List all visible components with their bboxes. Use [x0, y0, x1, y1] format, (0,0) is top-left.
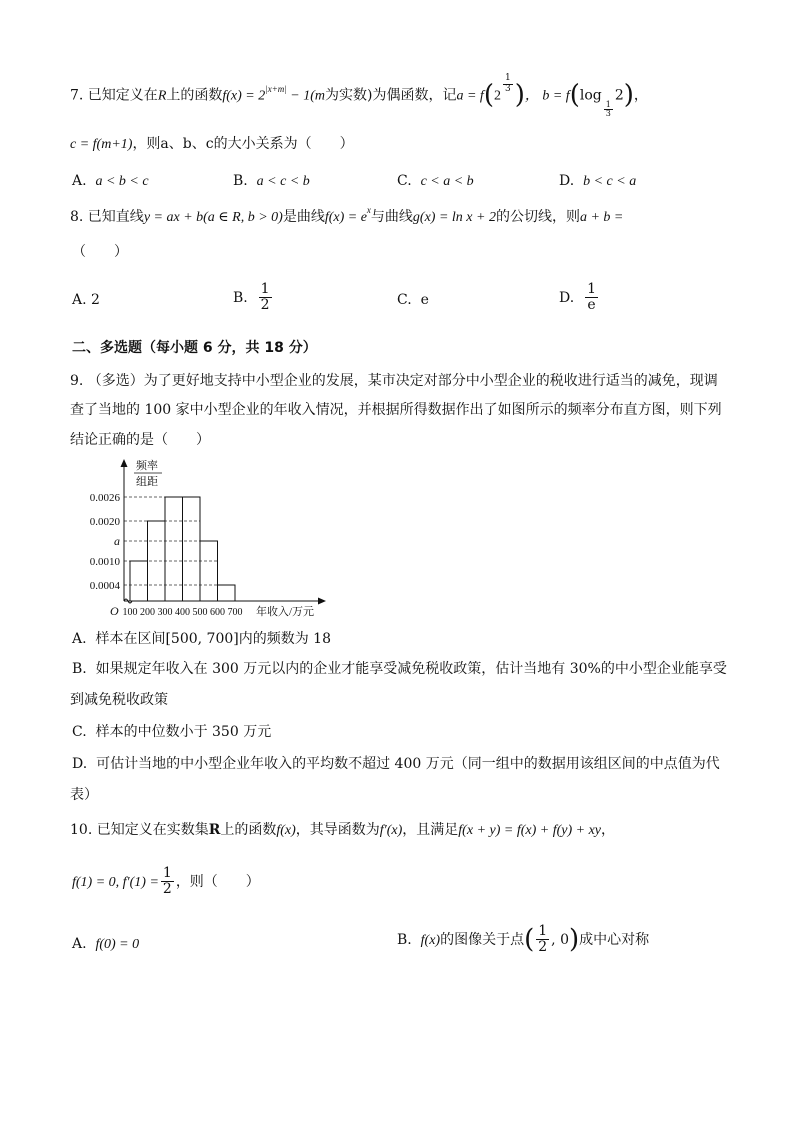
q8-option-b[interactable]: B. $\frac{1}{2}$	[233, 281, 270, 314]
q8-option-c[interactable]: C. e	[397, 292, 429, 308]
q9-option-b[interactable]: B. 如果规定年收入在 300 万元以内的企业才能享受减免税收政策，估计当地有 30%的中小型企业能享受	[72, 661, 727, 677]
y-axis-label-bottom: 组距	[136, 476, 158, 488]
x-tick-label-100: 100	[122, 607, 138, 618]
q9-option-d-cont: 表）	[70, 787, 98, 803]
q10-line1: 10. 已知定义在实数集R上的函数f(x)，其导函数为f′(x)，且满足f(x + y) = f(x) + f(y) + xy，	[70, 822, 616, 838]
x-axis-label: 年收入/万元	[256, 606, 315, 618]
histogram-labels	[90, 458, 314, 618]
q10-option-b[interactable]: B. f(x)的图像关于点( $\frac{1}{2}$ , 0)成中心对称	[397, 923, 650, 956]
bar-500-600	[200, 541, 218, 601]
q7-option-d[interactable]: D. b < c < a	[559, 173, 637, 189]
q9-option-c[interactable]: C. 样本的中位数小于 350 万元	[72, 724, 272, 740]
origin-label: O	[110, 604, 119, 618]
q9-line1: 9. （多选）为了更好地支持中小型企业的发展，某市决定对部分中小型企业的税收进行适当的减免，现调	[70, 373, 718, 389]
q9-option-b-cont: 到减免税收政策	[70, 692, 168, 708]
histogram-guides	[124, 497, 235, 585]
x-tick-label-500: 500	[192, 607, 208, 618]
q10-option-a[interactable]: A. f(0) = 0	[72, 936, 140, 952]
q9-line2: 查了当地的 100 家中小型企业的年收入情况，并根据所得数据作出了如图所示的频率分布直方图，则下列	[70, 402, 722, 418]
x-tick-label-700: 700	[227, 607, 243, 618]
y-axis-arrow	[121, 459, 128, 467]
q7-option-b[interactable]: B. a < c < b	[233, 173, 310, 189]
q8-option-a[interactable]: A. 2	[72, 292, 100, 308]
y-tick-label-1: 0.0010	[89, 556, 120, 568]
y-tick-label-2: a	[114, 534, 120, 548]
y-tick-label-4: 0.0026	[89, 492, 120, 504]
frequency-histogram	[60, 455, 360, 620]
x-tick-label-600: 600	[210, 607, 225, 618]
section-title: 二、多选题（每小题 6 分，共 18 分）	[72, 340, 317, 356]
q10-line2: f(1) = 0, f′(1) = $\frac{1}{2}$ ，则（ ）	[72, 865, 260, 898]
x-tick-label-300: 300	[157, 607, 173, 618]
q9-option-a[interactable]: A. 样本在区间[500, 700]内的频数为 18	[72, 631, 332, 647]
y-tick-label-0: 0.0004	[89, 580, 120, 592]
y-tick-label-3: 0.0020	[89, 516, 120, 528]
x-tick-label-200: 200	[140, 607, 155, 618]
q8-paren: （ ）	[72, 244, 128, 260]
x-tick-label-400: 400	[175, 607, 190, 618]
bar-100-200	[130, 561, 148, 601]
bar-300-400	[165, 497, 183, 601]
x-axis-arrow	[318, 598, 326, 605]
q7-option-c[interactable]: C. c < a < b	[397, 173, 474, 189]
q8-option-d[interactable]: D. $\frac{1}{e}$	[559, 281, 597, 314]
q7-option-a[interactable]: A. a < b < c	[72, 173, 149, 189]
q7-line2: c = f(m+1)，则a、b、c的大小关系为（ ）	[70, 136, 354, 152]
q8-line1: 8. 已知直线y = ax + b(a ∈ R, b > 0)是曲线$f(x) = e^x$与曲线g(x) = ln x + 2的公切线，则a + b =	[70, 205, 624, 225]
q9-option-d[interactable]: D. 可估计当地的中小型企业年收入的平均数不超过 400 万元（同一组中的数据用该组区间的中点值为代	[72, 756, 720, 772]
q7-line1: 7. 已知定义在R上的函数$f(x) = 2^{|x+m|} - 1(m$为实数)为偶函数，记a = f(2 $\frac{1}{3}$ )， b = f(log $\frac{1}{3}$ 2)，	[70, 73, 648, 119]
histogram-bars	[130, 497, 235, 601]
y-axis-label-top: 频率	[136, 460, 158, 472]
bar-600-700	[218, 585, 236, 601]
q9-line3: 结论正确的是（ ）	[70, 432, 210, 448]
bar-400-500	[183, 497, 201, 601]
